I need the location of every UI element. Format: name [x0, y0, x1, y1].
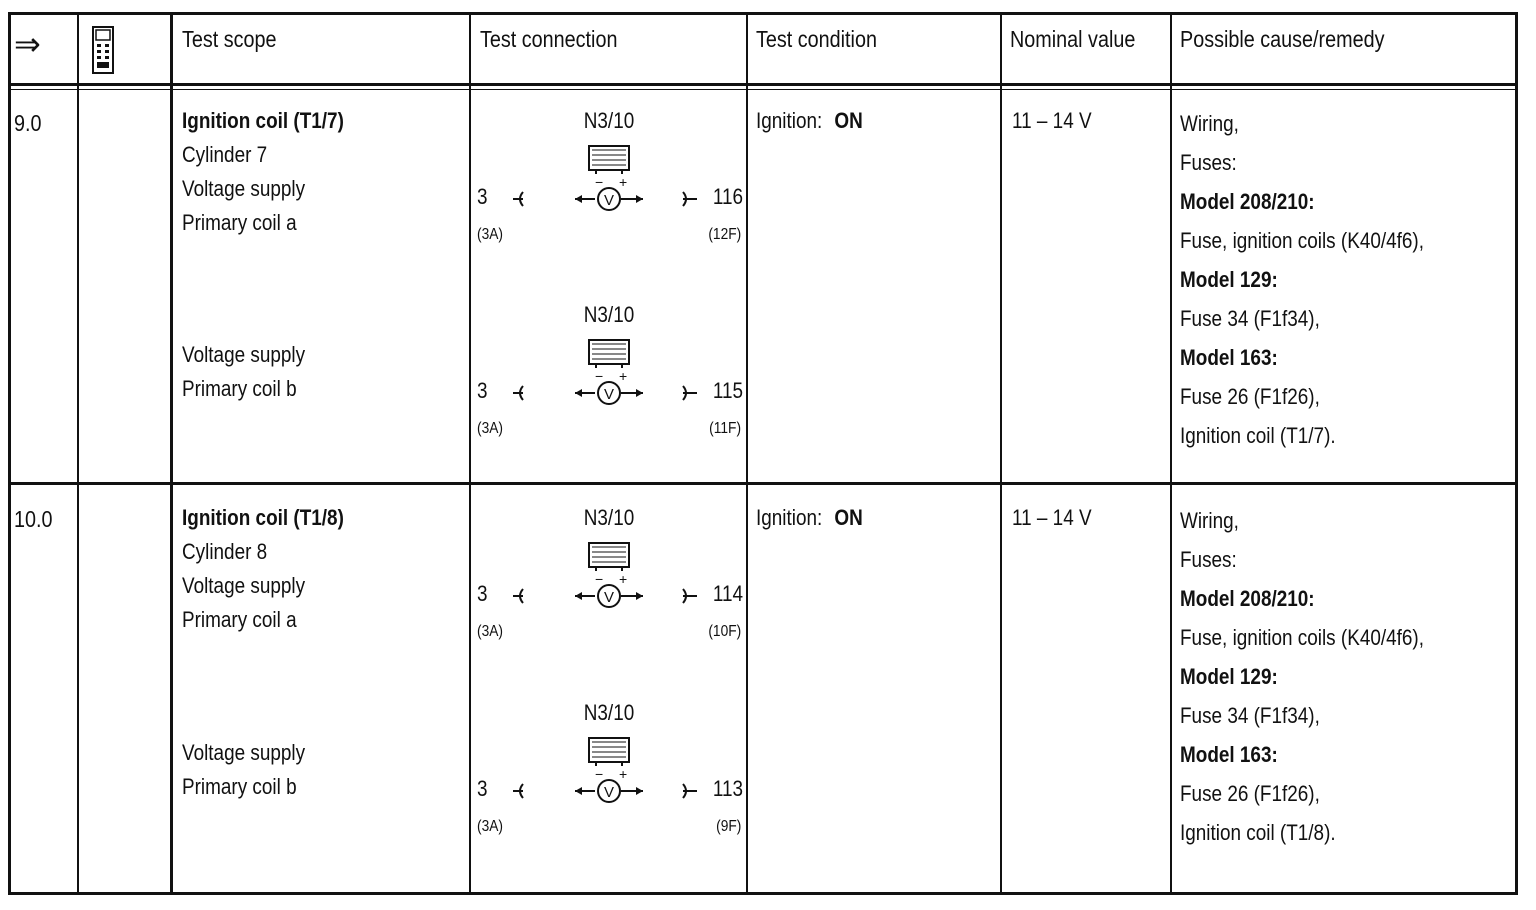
meter-symbol: V — [603, 192, 615, 209]
cause-line: Model 163: — [1180, 742, 1278, 767]
col-border-2 — [170, 12, 173, 895]
table-bottom-border — [8, 892, 1518, 895]
connection-diagram — [471, 302, 747, 452]
col-border-1 — [77, 12, 79, 895]
svg-text:+: + — [619, 766, 628, 782]
scope-title: Ignition coil (T1/8) — [182, 505, 344, 530]
svg-text:−: − — [595, 571, 604, 587]
condition-label: Ignition: — [756, 505, 823, 530]
test-scope-block — [182, 104, 344, 240]
cause-line: Fuse 34 (F1f34), — [1180, 306, 1320, 331]
left-pin-sub: (3A) — [477, 623, 504, 640]
left-pin-sub: (3A) — [477, 226, 504, 243]
left-pin: 3 — [477, 378, 488, 403]
scope-line: Primary coil b — [182, 376, 297, 401]
right-pin-sub: (10F) — [708, 623, 741, 640]
meter-symbol: V — [603, 589, 615, 606]
cause-line: Wiring, — [1180, 111, 1239, 136]
col-border-5 — [1000, 12, 1002, 895]
cause-line: Model 129: — [1180, 267, 1278, 292]
cause-line: Model 208/210: — [1180, 586, 1315, 611]
left-pin: 3 — [477, 184, 488, 209]
connection-diagram — [471, 505, 747, 655]
voltmeter-icon — [471, 302, 747, 452]
row-divider — [8, 482, 1518, 485]
cause-list — [1180, 104, 1424, 455]
nominal-value: 11 – 14 V — [1012, 505, 1092, 530]
device-label: N3/10 — [583, 302, 635, 327]
svg-text:−: − — [595, 766, 604, 782]
test-condition — [756, 104, 863, 138]
header-test-connection: Test connection — [480, 26, 618, 52]
arrow-right-icon: ⇒ — [14, 26, 41, 62]
voltmeter-icon — [471, 108, 747, 258]
right-pin: 114 — [712, 581, 743, 606]
header-bottom-border — [8, 83, 1518, 86]
header-test-condition: Test condition — [756, 26, 877, 52]
header-possible-cause: Possible cause/remedy — [1180, 26, 1385, 52]
scope-line: Voltage supply — [182, 740, 306, 765]
test-scope-block-b — [182, 736, 305, 804]
header-bottom-border-2 — [8, 89, 1518, 90]
svg-text:+: + — [619, 368, 628, 384]
scope-line: Primary coil a — [182, 607, 297, 632]
svg-text:+: + — [619, 174, 628, 190]
cause-line: Fuse, ignition coils (K40/4f6), — [1180, 625, 1424, 650]
condition-value: ON — [834, 108, 863, 133]
step-number: 9.0 — [14, 110, 42, 136]
cause-line: Model 163: — [1180, 345, 1278, 370]
cause-line: Ignition coil (T1/8). — [1180, 820, 1336, 845]
cause-line: Fuse 26 (F1f26), — [1180, 781, 1320, 806]
header-nominal-value: Nominal value — [1010, 26, 1136, 52]
meter-symbol: V — [603, 386, 615, 403]
condition-value: ON — [834, 505, 863, 530]
svg-text:+: + — [619, 571, 628, 587]
condition-label: Ignition: — [756, 108, 823, 133]
header-test-scope: Test scope — [182, 26, 277, 52]
step-number: 10.0 — [14, 506, 53, 532]
cause-line: Fuses: — [1180, 547, 1237, 572]
device-label: N3/10 — [583, 505, 635, 530]
left-pin-sub: (3A) — [477, 818, 504, 835]
right-pin: 115 — [712, 378, 743, 403]
cause-line: Wiring, — [1180, 508, 1239, 533]
voltmeter-icon — [471, 700, 747, 850]
col-border-7 — [1515, 12, 1518, 895]
connection-diagram — [471, 108, 747, 258]
scope-line: Voltage supply — [182, 573, 306, 598]
cause-line: Ignition coil (T1/7). — [1180, 423, 1336, 448]
voltmeter-icon — [471, 505, 747, 655]
device-label: N3/10 — [583, 108, 635, 133]
test-scope-block-b — [182, 338, 305, 406]
right-pin-sub: (9F) — [715, 818, 741, 835]
right-pin-sub: (11F) — [709, 420, 741, 437]
cause-line: Model 129: — [1180, 664, 1278, 689]
meter-symbol: V — [603, 784, 615, 801]
right-pin: 113 — [712, 776, 743, 801]
device-label: N3/10 — [583, 700, 635, 725]
test-condition — [756, 501, 863, 535]
scope-line: Cylinder 7 — [182, 142, 268, 167]
scope-line: Cylinder 8 — [182, 539, 268, 564]
scope-line: Voltage supply — [182, 342, 306, 367]
svg-text:−: − — [595, 174, 604, 190]
col-border-6 — [1170, 12, 1172, 895]
svg-text:−: − — [595, 368, 604, 384]
cause-line: Fuse, ignition coils (K40/4f6), — [1180, 228, 1424, 253]
left-pin: 3 — [477, 776, 488, 801]
scope-line: Primary coil a — [182, 210, 297, 235]
right-pin: 116 — [712, 184, 743, 209]
left-pin-sub: (3A) — [477, 420, 504, 437]
cause-line: Model 208/210: — [1180, 189, 1315, 214]
col-border-0 — [8, 12, 11, 895]
cause-line: Fuse 26 (F1f26), — [1180, 384, 1320, 409]
scope-title: Ignition coil (T1/7) — [182, 108, 344, 133]
tester-device-icon — [92, 26, 114, 79]
scope-line: Voltage supply — [182, 176, 306, 201]
nominal-value: 11 – 14 V — [1012, 108, 1092, 133]
test-scope-block — [182, 501, 344, 637]
scope-line: Primary coil b — [182, 774, 297, 799]
cause-list — [1180, 501, 1424, 852]
connection-diagram — [471, 700, 747, 850]
right-pin-sub: (12F) — [708, 226, 741, 243]
table-top-border — [8, 12, 1518, 15]
left-pin: 3 — [477, 581, 488, 606]
cause-line: Fuses: — [1180, 150, 1237, 175]
cause-line: Fuse 34 (F1f34), — [1180, 703, 1320, 728]
